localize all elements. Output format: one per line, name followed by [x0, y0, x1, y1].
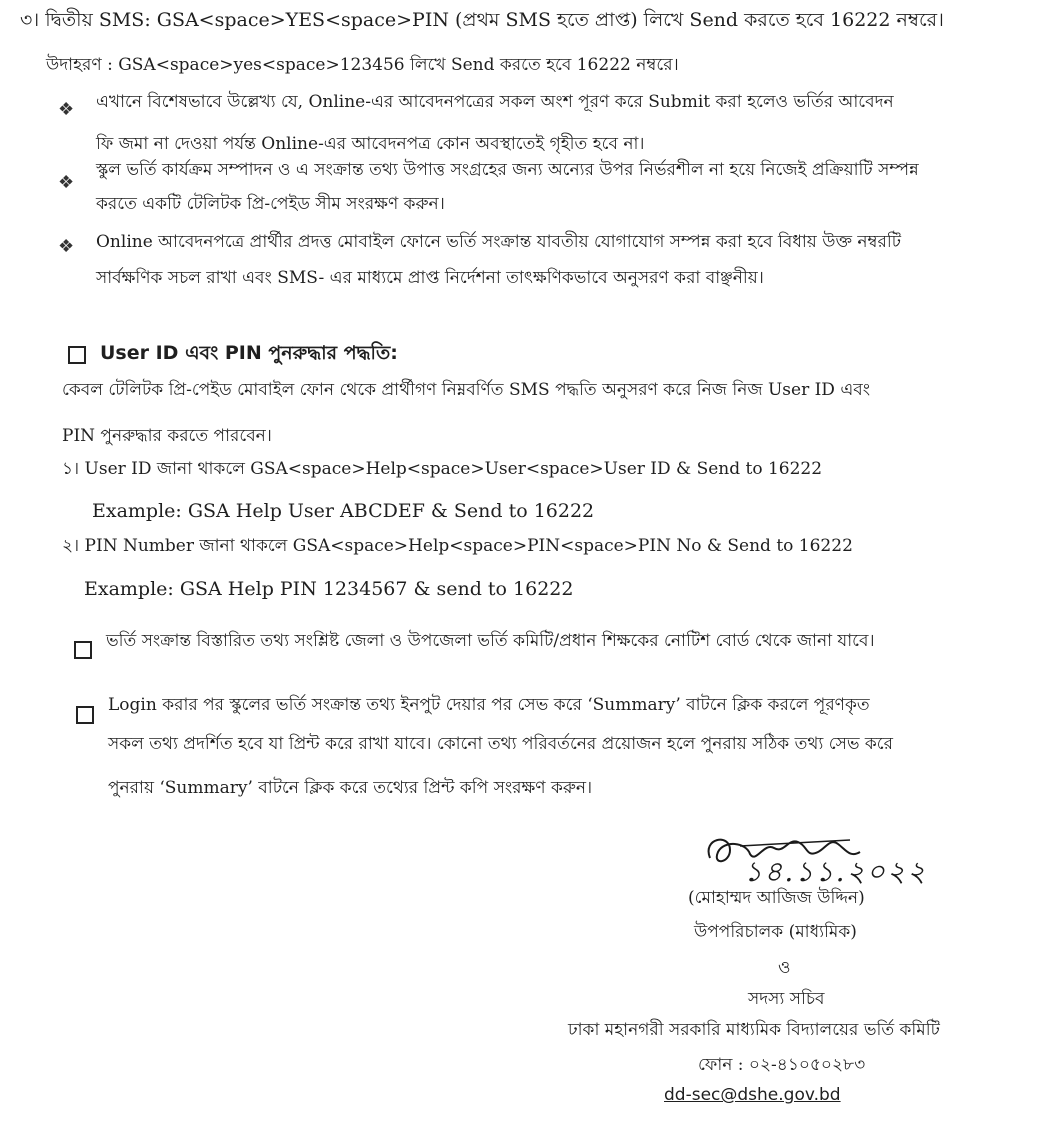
bullet-icon: ❖	[58, 172, 75, 193]
contact-phone: ফোন : ০২-৪১০৫০২৮৩	[698, 1055, 866, 1075]
checkbox-icon	[74, 641, 92, 659]
bullet-icon: ❖	[58, 236, 75, 257]
recovery-intro-2: PIN পুনরুদ্ধার করতে পারবেন।	[62, 426, 272, 446]
committee-name: ঢাকা মহানগরী সরকারি মাধ্যমিক বিদ্যালয়ের ভর্তি কমিটি	[568, 1020, 940, 1040]
bullet-3-line-2: সার্বক্ষণিক সচল রাখা এবং SMS- এর মাধ্যমে প্রাপ্ত নির্দেশনা তাৎক্ষণিকভাবে অনুসরণ করা বাঞ্ছনীয়।	[96, 268, 764, 288]
bullet-1-line-2: ফি জমা না দেওয়া পর্যন্ত Online-এর আবেদনপত্র কোন অবস্থাতেই গৃহীত হবে না।	[96, 134, 645, 154]
bullet-2-line-2: করতে একটি টেলিটক প্রি-পেইড সীম সংরক্ষণ করুন।	[96, 194, 445, 214]
contact-email-link[interactable]: dd-sec@dshe.gov.bd	[664, 1085, 841, 1105]
bullet-2-line-1: স্কুল ভর্তি কার্যক্রম সম্পাদন ও এ সংক্রান্ত তথ্য উপাত্ত সংগ্রহের জন্য অন্যের উপর নির্ভরশীল না হয়ে নিজেই প্রক্রিয়াটি সম্পন্ন	[96, 160, 919, 180]
recovery-item-1: ১। User ID জানা থাকলে GSA<space>Help<space>User<space>User ID & Send to 16222	[62, 459, 823, 479]
signature-date: ১৪.১১.২০২২	[744, 855, 928, 888]
signatory-name: (মোহাম্মদ আজিজ উদ্দিন)	[688, 888, 865, 908]
sms-example: উদাহরণ : GSA<space>yes<space>123456 লিখে Send করতে হবে 16222 নম্বরে।	[46, 55, 679, 75]
bullet-1-line-1: এখানে বিশেষভাবে উল্লেখ্য যে, Online-এর আবেদনপত্রের সকল অংশ পূরণ করে Submit করা হলেও ভর্তির আবেদন	[96, 92, 894, 112]
signatory-designation: উপপরিচালক (মাধ্যমিক)	[694, 922, 857, 942]
notice-text: ভর্তি সংক্রান্ত বিস্তারিত তথ্য সংশ্লিষ্ট জেলা ও উপজেলা ভর্তি কমিটি/প্রধান শিক্ষকের নোটিশ বোর্ড থেকে জানা যাবে।	[106, 631, 875, 651]
recovery-item-1-example: Example: GSA Help User ABCDEF & Send to 16222	[92, 500, 595, 522]
checkbox-icon	[68, 346, 86, 364]
recovery-item-2-example: Example: GSA Help PIN 1234567 & send to 16222	[84, 578, 574, 600]
bullet-icon: ❖	[58, 99, 75, 120]
signatory-role: সদস্য সচিব	[748, 989, 825, 1009]
recovery-item-2: ২। PIN Number জানা থাকলে GSA<space>Help<space>PIN<space>PIN No & Send to 16222	[62, 536, 853, 556]
recovery-heading: User ID এবং PIN পুনরুদ্ধার পদ্ধতি:	[100, 342, 398, 364]
login-note-line-2: সকল তথ্য প্রদর্শিত হবে যা প্রিন্ট করে রাখা যাবে। কোনো তথ্য পরিবর্তনের প্রয়োজন হলে পুনরায় সঠিক তথ্য সেভ করে	[108, 734, 893, 754]
signatory-conjunction: ও	[778, 958, 791, 978]
checkbox-icon	[76, 706, 94, 724]
sms-step-3: ৩। দ্বিতীয় SMS: GSA<space>YES<space>PIN (প্রথম SMS হতে প্রাপ্ত) লিখে Send করতে হবে 16222 নম্বরে।	[20, 9, 944, 31]
login-note-line-1: Login করার পর স্কুলের ভর্তি সংক্রান্ত তথ্য ইনপুট দেয়ার পর সেভ করে ‘Summary’ বাটনে ক্লিক করলে পূরণকৃত	[108, 695, 870, 715]
recovery-intro-1: কেবল টেলিটক প্রি-পেইড মোবাইল ফোন থেকে প্রার্থীগণ নিম্নবর্ণিত SMS পদ্ধতি অনুসরণ করে নিজ নিজ User ID এবং	[62, 380, 871, 400]
login-note-line-3: পুনরায় ‘Summary’ বাটনে ক্লিক করে তথ্যের প্রিন্ট কপি সংরক্ষণ করুন।	[108, 778, 593, 798]
bullet-3-line-1: Online আবেদনপত্রে প্রার্থীর প্রদত্ত মোবাইল ফোনে ভর্তি সংক্রান্ত যাবতীয় যোগাযোগ সম্পন্ন করা হবে বিধায় উক্ত নম্বরটি	[96, 232, 902, 252]
